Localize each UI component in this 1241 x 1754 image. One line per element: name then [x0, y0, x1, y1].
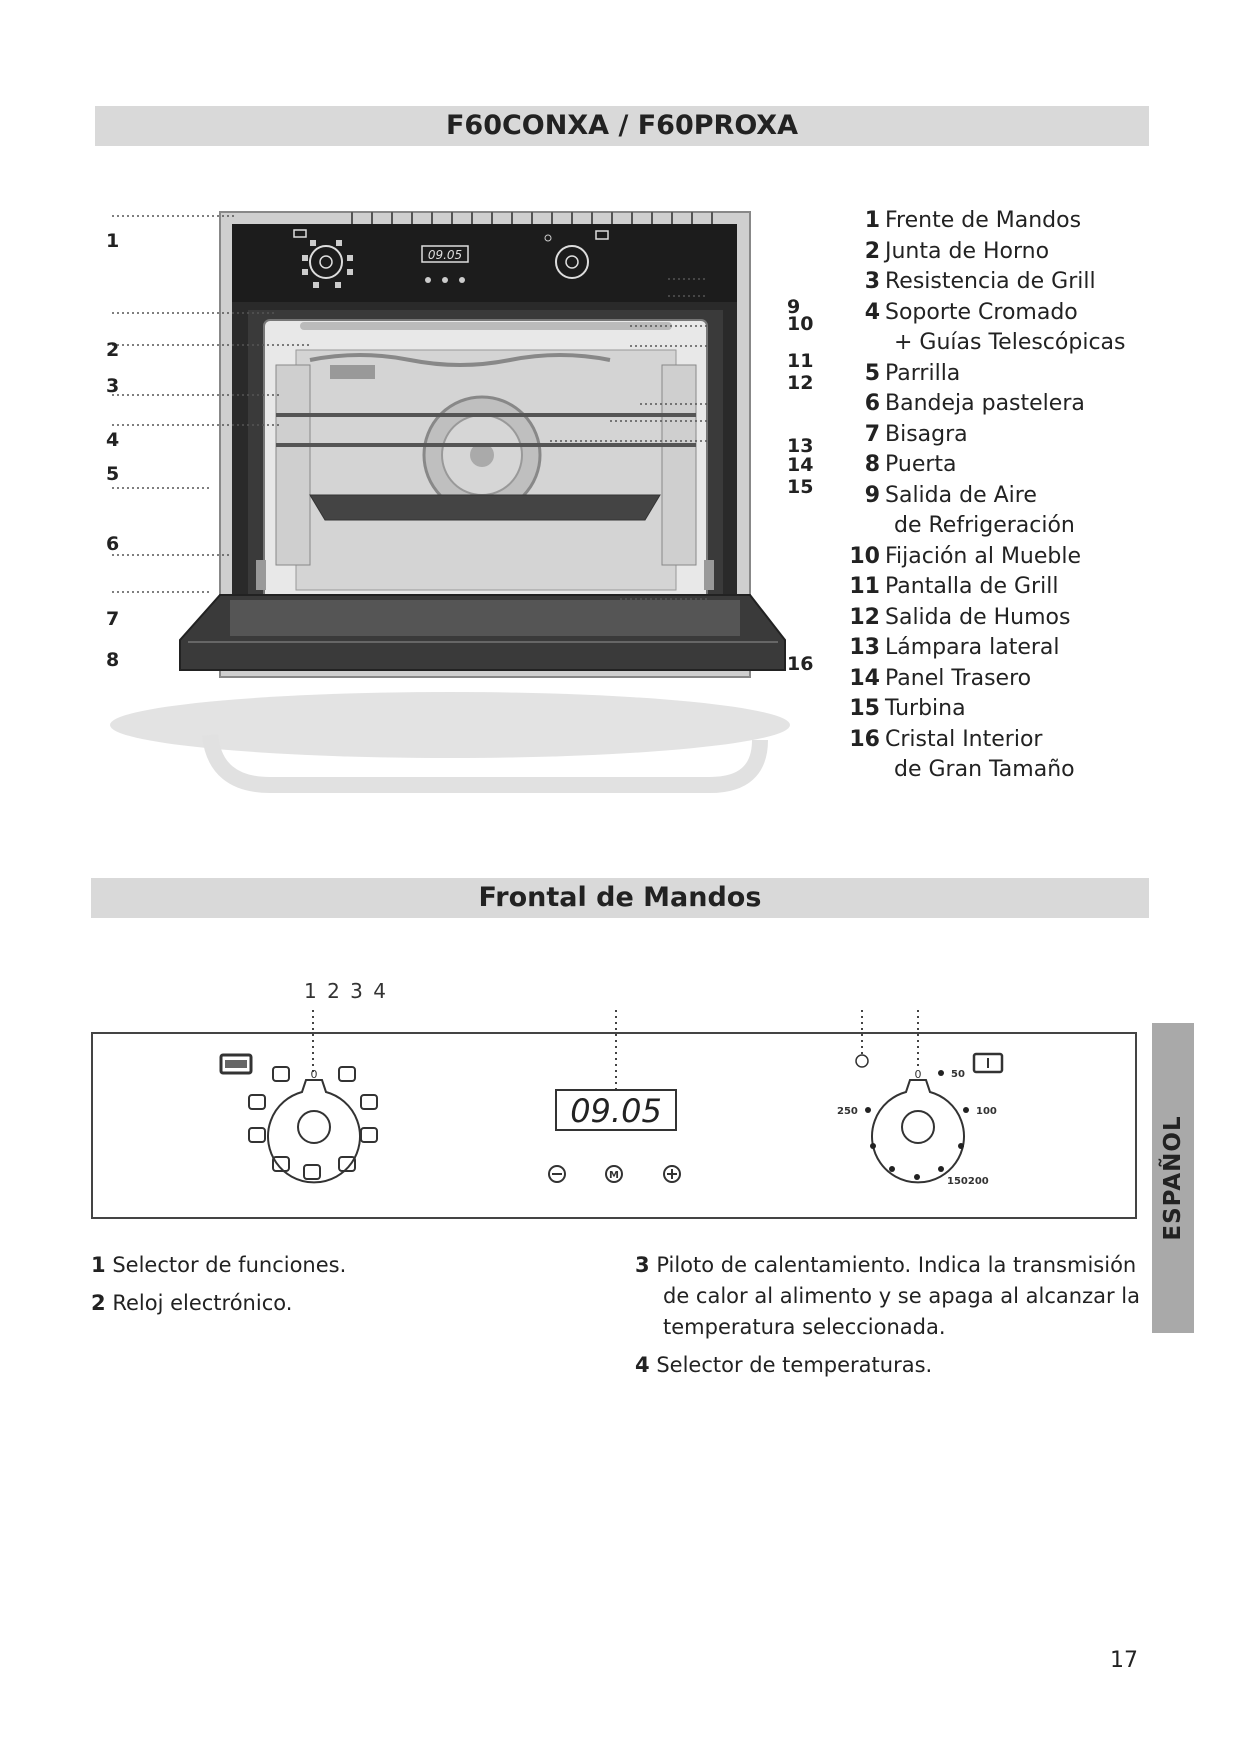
callout-11: 11 [787, 350, 814, 372]
legend-label: Panel Trasero [885, 665, 1032, 691]
legend-item [846, 420, 1146, 451]
legend-number: 11 [849, 574, 880, 599]
legend-item [846, 694, 1146, 725]
temp-label-100: 100 [976, 1106, 997, 1117]
language-tab [1152, 1023, 1194, 1333]
legend-label: de Refrigeración [894, 513, 1075, 538]
baking-tray [310, 495, 660, 520]
callout-3: 3 [106, 375, 120, 397]
function-icon [304, 1165, 320, 1179]
legend-item [846, 633, 1146, 664]
legend-item [846, 237, 1146, 268]
temp-label-150200: 150200 [947, 1176, 989, 1187]
legend-number: 3 [864, 269, 880, 294]
parts-legend [846, 206, 1146, 786]
control-front [232, 224, 737, 302]
legend-item [846, 267, 1146, 298]
hinge-right [704, 560, 714, 590]
legend-item [846, 298, 1146, 329]
legend-label: Cristal Interior [885, 726, 1043, 752]
door-inner-glass [230, 600, 740, 636]
legend-label: + Guías Telescópicas [894, 330, 1126, 355]
legend-label: Frente de Mandos [885, 208, 1082, 233]
description-3 [635, 1250, 1155, 1343]
legend-label: Salida de Humos [885, 604, 1071, 630]
legend-label: Salida de Aire [885, 482, 1037, 508]
callout-1: 1 [106, 230, 120, 252]
callout-16: 16 [787, 653, 814, 675]
section-title: Frontal de Mandos [91, 878, 1149, 918]
function-knob-center [298, 1111, 330, 1143]
legend-item [846, 542, 1146, 573]
legend-item [846, 206, 1146, 237]
legend-number: 16 [849, 726, 880, 752]
callout-14: 14 [787, 454, 814, 476]
description-number: 2 [91, 1291, 106, 1315]
description-text: Piloto de calentamiento. Indica la transmisión [656, 1253, 1137, 1277]
legend-label: Soporte Cromado [885, 299, 1078, 325]
legend-item [846, 389, 1146, 420]
description-number: 4 [635, 1353, 650, 1377]
side-lamp-left [276, 365, 310, 565]
callout-9: 9 [787, 296, 801, 318]
description-text: Selector de funciones. [112, 1253, 347, 1277]
legend-number: 10 [849, 543, 880, 569]
description-text: de calor al alimento y se apaga al alcanzar la [663, 1284, 1140, 1308]
callout-8: 8 [106, 649, 120, 671]
function-selector [221, 1055, 377, 1182]
clock-display-time: 09.05 [570, 1092, 662, 1130]
heating-pilot-light [856, 1055, 868, 1067]
callout-6: 6 [106, 533, 120, 555]
callout-13: 13 [787, 435, 814, 457]
legend-number: 9 [864, 482, 880, 508]
legend-item [846, 450, 1146, 481]
legend-label: Fijación al Mueble [885, 543, 1082, 569]
mini-display-time: 09.05 [427, 248, 463, 262]
function-icon [249, 1128, 265, 1142]
legend-number: 6 [864, 391, 880, 416]
function-icon [361, 1095, 377, 1109]
legend-label: Bisagra [885, 421, 968, 447]
legend-label: Turbina [885, 696, 966, 721]
temperature-selector [872, 1054, 1002, 1182]
temperature-knob-zero: 0 [914, 1068, 922, 1081]
side-lamp-right [662, 365, 696, 565]
page-number: 17 [1110, 1648, 1138, 1673]
legend-item [846, 603, 1146, 634]
temperature-knob-center [902, 1111, 934, 1143]
legend-item [846, 481, 1146, 512]
function-icon [273, 1067, 289, 1081]
legend-label: Resistencia de Grill [885, 269, 1096, 294]
oven-illustration [70, 200, 840, 800]
legend-item [846, 725, 1146, 756]
description-4 [635, 1350, 932, 1381]
legend-item-continued [846, 755, 1146, 786]
description-number: 1 [91, 1253, 106, 1277]
callout-10: 10 [787, 313, 814, 335]
legend-number: 5 [864, 360, 880, 386]
legend-number: 8 [864, 452, 880, 477]
function-icon [361, 1128, 377, 1142]
hinge-left [256, 560, 266, 590]
legend-label: Puerta [885, 452, 957, 477]
language-tab-label: ESPAÑOL [1160, 1115, 1186, 1241]
legend-number: 14 [849, 665, 880, 691]
description-number: 3 [635, 1253, 650, 1277]
legend-item-continued [846, 328, 1146, 359]
legend-number: 1 [864, 208, 880, 233]
legend-item [846, 572, 1146, 603]
function-knob-zero: 0 [310, 1068, 318, 1081]
legend-number: 12 [849, 604, 880, 630]
legend-label: de Gran Tamaño [894, 757, 1075, 782]
legend-label: Junta de Horno [885, 238, 1050, 264]
svg-text:M: M [609, 1170, 619, 1181]
control-panel-drawing [91, 1000, 1137, 1219]
legend-number: 13 [849, 635, 880, 660]
callout-5: 5 [106, 463, 120, 485]
legend-label: Lámpara lateral [885, 635, 1060, 660]
legend-label: Pantalla de Grill [885, 574, 1059, 599]
function-knob [268, 1080, 360, 1182]
callout-12: 12 [787, 372, 814, 394]
temp-label-250: 250 [837, 1106, 858, 1117]
description-text: Reloj electrónico. [112, 1291, 293, 1315]
callout-7: 7 [106, 608, 120, 630]
callout-2: 2 [106, 339, 120, 361]
description-2 [91, 1288, 292, 1319]
panel-leader-lines [310, 1010, 918, 1090]
callout-4: 4 [106, 429, 120, 451]
callout-15: 15 [787, 476, 814, 498]
legend-label: Parrilla [885, 360, 961, 386]
temperature-knob [872, 1080, 964, 1182]
legend-item-continued [846, 511, 1146, 542]
description-text: Selector de temperaturas. [656, 1353, 933, 1377]
legend-number: 2 [864, 238, 880, 264]
description-text: temperatura seleccionada. [663, 1315, 946, 1339]
legend-number: 4 [864, 299, 880, 325]
legend-item [846, 664, 1146, 695]
description-1 [91, 1250, 346, 1281]
function-icon [249, 1095, 265, 1109]
legend-number: 15 [849, 696, 880, 721]
function-icon [339, 1067, 355, 1081]
legend-label: Bandeja pastelera [885, 391, 1085, 416]
temp-label-50: 50 [951, 1069, 965, 1080]
page-title: F60CONXA / F60PROXA [95, 106, 1149, 146]
grill-screen [300, 322, 672, 330]
legend-number: 7 [864, 421, 880, 447]
panel-callout-numbers: 1 2 3 4 [304, 979, 388, 1003]
legend-item [846, 359, 1146, 390]
